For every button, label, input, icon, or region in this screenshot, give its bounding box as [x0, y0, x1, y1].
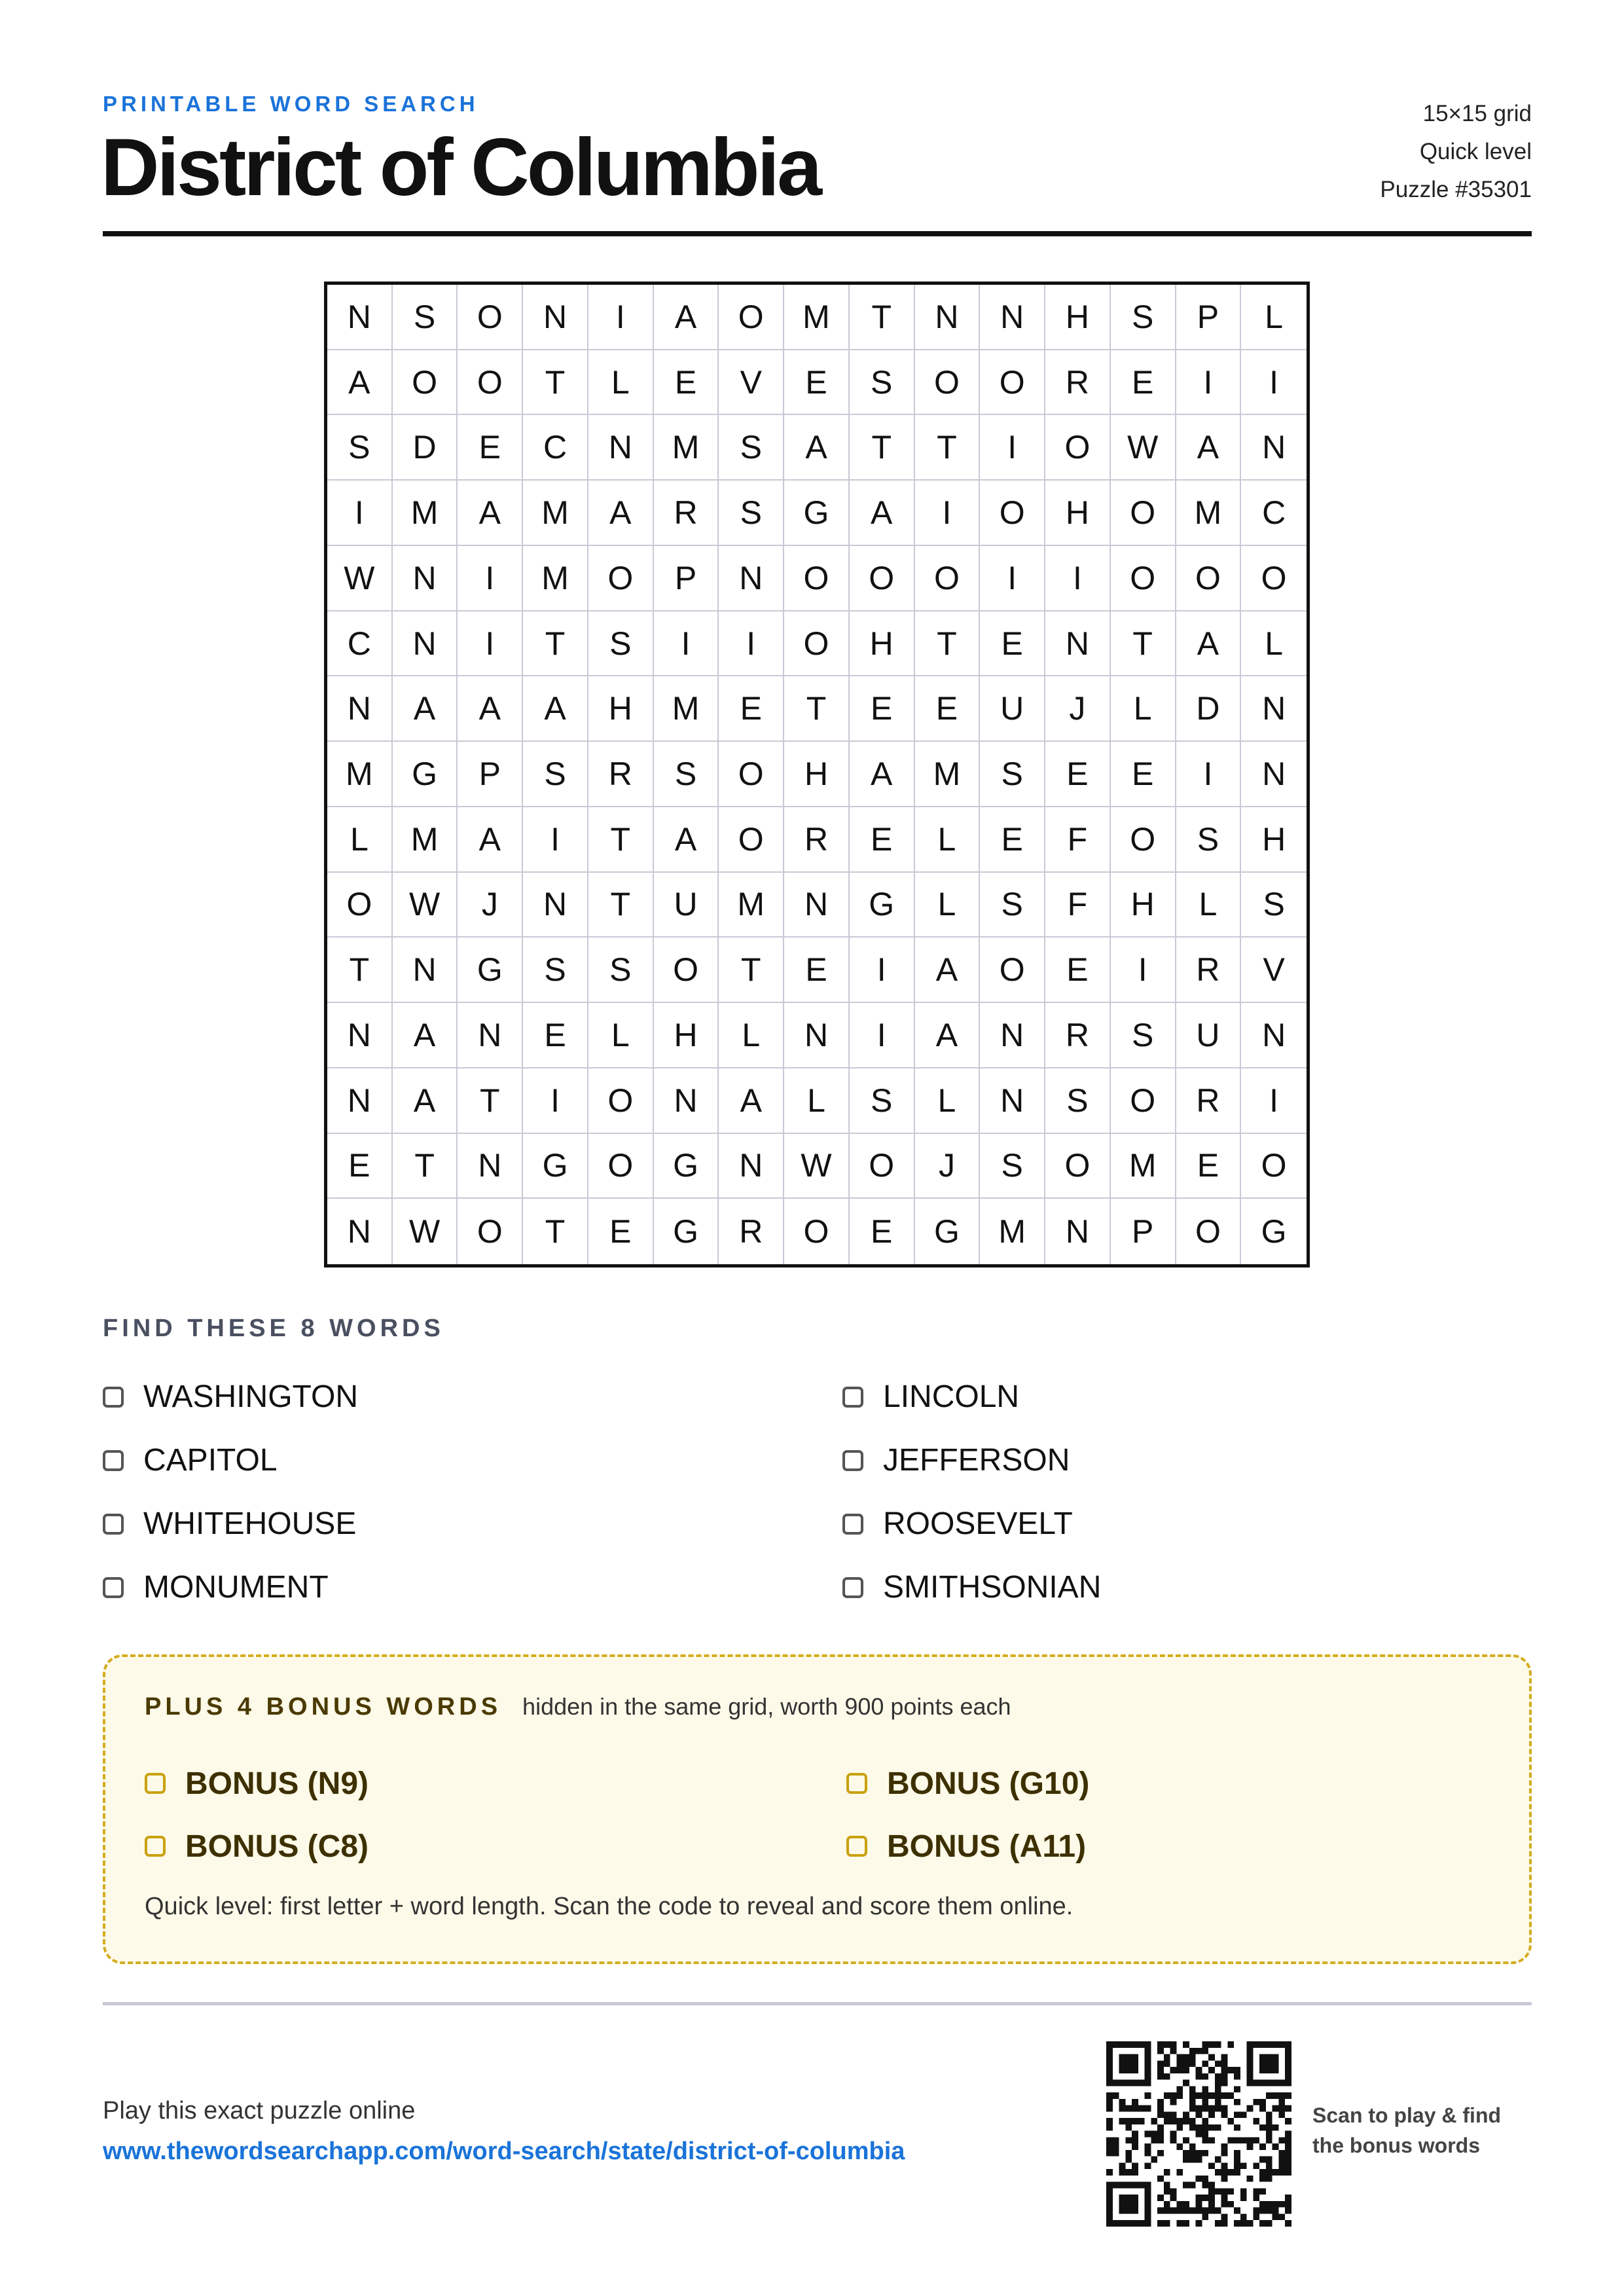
grid-cell[interactable]: S	[523, 742, 588, 807]
grid-cell[interactable]: P	[458, 742, 523, 807]
grid-cell[interactable]: O	[784, 546, 850, 611]
grid-cell[interactable]: M	[523, 546, 588, 611]
grid-cell[interactable]: E	[1045, 742, 1111, 807]
grid-cell[interactable]: S	[980, 742, 1045, 807]
grid-cell[interactable]: S	[393, 285, 458, 350]
word-label: CAPITOL	[143, 1443, 278, 1478]
checkbox-icon[interactable]	[842, 1450, 863, 1471]
bonus-word-item[interactable]	[145, 1752, 846, 1815]
grid-cell[interactable]: E	[850, 1199, 915, 1264]
grid-cell[interactable]: M	[1111, 1134, 1176, 1199]
grid-cell[interactable]: A	[784, 415, 850, 481]
grid-cell[interactable]: E	[1111, 742, 1176, 807]
bonus-box	[103, 1654, 1532, 1964]
grid-cell[interactable]: O	[1045, 415, 1111, 481]
grid-cell[interactable]: A	[654, 285, 719, 350]
word-item[interactable]	[103, 1365, 842, 1429]
word-item[interactable]	[842, 1429, 1532, 1492]
grid-cell[interactable]: A	[654, 807, 719, 873]
grid-cell[interactable]: N	[523, 873, 588, 938]
grid-cell[interactable]: M	[915, 742, 981, 807]
grid-cell[interactable]: P	[1176, 285, 1242, 350]
grid-cell[interactable]: E	[915, 676, 981, 742]
qr-code-icon[interactable]	[1106, 2041, 1291, 2227]
grid-cell[interactable]: O	[588, 546, 654, 611]
grid-cell[interactable]: E	[850, 676, 915, 742]
grid-cell[interactable]: P	[654, 546, 719, 611]
grid-cell[interactable]: A	[915, 938, 981, 1003]
grid-cell[interactable]: H	[1045, 285, 1111, 350]
grid-cell[interactable]: F	[1045, 807, 1111, 873]
grid-cell[interactable]: L	[915, 807, 981, 873]
checkbox-icon[interactable]	[842, 1577, 863, 1598]
bonus-word-label: BONUS (N9)	[185, 1766, 369, 1801]
eyebrow-label: PRINTABLE WORD SEARCH	[103, 92, 479, 116]
grid-cell[interactable]: I	[1241, 1068, 1307, 1134]
grid-cell[interactable]: G	[458, 938, 523, 1003]
bonus-word-list	[145, 1752, 1493, 1878]
checkbox-icon[interactable]	[842, 1514, 863, 1535]
level-label: Quick level	[1419, 139, 1532, 164]
grid-cell[interactable]: H	[784, 742, 850, 807]
grid-cell[interactable]: L	[588, 350, 654, 416]
grid-cell[interactable]: O	[1111, 1068, 1176, 1134]
grid-cell[interactable]: I	[980, 546, 1045, 611]
checkbox-icon[interactable]	[842, 1387, 863, 1408]
grid-cell[interactable]: T	[458, 1068, 523, 1134]
puzzle-meta	[1380, 95, 1532, 209]
grid-cell[interactable]: H	[1111, 873, 1176, 938]
word-label: JEFFERSON	[883, 1443, 1070, 1478]
grid-cell[interactable]: N	[1241, 1003, 1307, 1068]
grid-cell[interactable]: T	[1111, 611, 1176, 677]
grid-cell[interactable]: O	[1111, 481, 1176, 546]
grid-cell[interactable]: T	[719, 938, 784, 1003]
word-label: WASHINGTON	[143, 1379, 359, 1414]
checkbox-icon[interactable]	[846, 1836, 867, 1857]
grid-cell[interactable]: T	[523, 350, 588, 416]
grid-cell[interactable]: N	[327, 1003, 393, 1068]
grid-cell[interactable]: L	[1241, 611, 1307, 677]
grid-cell[interactable]: O	[784, 611, 850, 677]
grid-cell[interactable]: A	[850, 742, 915, 807]
grid-cell[interactable]: E	[1176, 1134, 1242, 1199]
grid-cell[interactable]: T	[915, 415, 981, 481]
grid-cell[interactable]: W	[327, 546, 393, 611]
grid-cell[interactable]: R	[588, 742, 654, 807]
grid-cell[interactable]: E	[719, 676, 784, 742]
grid-cell[interactable]: S	[654, 742, 719, 807]
grid-cell[interactable]: I	[1176, 742, 1242, 807]
grid-cell[interactable]: N	[458, 1003, 523, 1068]
word-list	[103, 1365, 1532, 1619]
grid-cell[interactable]: N	[1045, 611, 1111, 677]
grid-cell[interactable]: E	[784, 938, 850, 1003]
grid-cell[interactable]: A	[393, 676, 458, 742]
grid-cell[interactable]: M	[654, 415, 719, 481]
grid-cell[interactable]: N	[393, 938, 458, 1003]
grid-cell[interactable]: L	[327, 807, 393, 873]
grid-cell[interactable]: N	[654, 1068, 719, 1134]
word-item[interactable]	[103, 1429, 842, 1492]
word-item[interactable]	[842, 1556, 1532, 1619]
bonus-word-label: BONUS (G10)	[887, 1766, 1090, 1801]
word-label: SMITHSONIAN	[883, 1570, 1102, 1605]
grid-cell[interactable]: E	[850, 807, 915, 873]
grid-cell[interactable]: S	[1111, 285, 1176, 350]
grid-cell[interactable]: H	[1045, 481, 1111, 546]
puzzle-number-label: Puzzle #35301	[1380, 177, 1532, 202]
word-item[interactable]	[842, 1492, 1532, 1556]
grid-cell[interactable]: O	[850, 1134, 915, 1199]
grid-cell[interactable]: N	[327, 285, 393, 350]
grid-cell[interactable]: N	[327, 1199, 393, 1264]
grid-cell[interactable]: E	[458, 415, 523, 481]
bonus-word-label: BONUS (A11)	[887, 1829, 1087, 1864]
grid-cell[interactable]: P	[1111, 1199, 1176, 1264]
grid-cell[interactable]: G	[850, 873, 915, 938]
grid-cell[interactable]: G	[523, 1134, 588, 1199]
grid-cell[interactable]: F	[1045, 873, 1111, 938]
grid-cell[interactable]: E	[980, 611, 1045, 677]
grid-cell[interactable]: L	[588, 1003, 654, 1068]
grid-cell[interactable]: G	[654, 1134, 719, 1199]
grid-cell[interactable]: G	[393, 742, 458, 807]
puzzle-url-link[interactable]: www.thewordsearchapp.com/word-search/state/district-of-columbia	[103, 2138, 905, 2165]
grid-cell[interactable]: L	[915, 1068, 981, 1134]
grid-cell[interactable]: N	[393, 546, 458, 611]
grid-cell[interactable]: T	[523, 611, 588, 677]
grid-cell[interactable]: N	[588, 415, 654, 481]
grid-cell[interactable]: S	[327, 415, 393, 481]
play-online-label: Play this exact puzzle online	[103, 2097, 416, 2124]
grid-cell[interactable]: O	[588, 1068, 654, 1134]
grid-cell[interactable]: A	[915, 1003, 981, 1068]
grid-cell[interactable]: O	[784, 1199, 850, 1264]
grid-cell[interactable]: A	[393, 1003, 458, 1068]
checkbox-icon[interactable]	[103, 1577, 124, 1598]
grid-cell[interactable]: E	[327, 1134, 393, 1199]
grid-cell[interactable]: S	[1176, 807, 1242, 873]
grid-cell[interactable]: E	[1111, 350, 1176, 416]
grid-cell[interactable]: M	[1176, 481, 1242, 546]
grid-cell[interactable]: S	[980, 1134, 1045, 1199]
grid-cell[interactable]: O	[719, 285, 784, 350]
grid-cell[interactable]: N	[784, 1003, 850, 1068]
grid-cell[interactable]: O	[654, 938, 719, 1003]
grid-cell[interactable]: U	[654, 873, 719, 938]
grid-cell[interactable]: T	[850, 415, 915, 481]
grid-cell[interactable]: A	[588, 481, 654, 546]
grid-cell[interactable]: A	[327, 350, 393, 416]
word-label: MONUMENT	[143, 1570, 329, 1605]
qr-caption: Scan to play & find the bonus words	[1312, 2104, 1502, 2157]
grid-cell[interactable]: G	[784, 481, 850, 546]
grid-cell[interactable]: O	[458, 285, 523, 350]
grid-cell[interactable]: S	[850, 1068, 915, 1134]
grid-cell[interactable]: O	[393, 350, 458, 416]
grid-cell[interactable]: A	[719, 1068, 784, 1134]
word-label: LINCOLN	[883, 1379, 1020, 1414]
grid-cell[interactable]: E	[523, 1003, 588, 1068]
grid-cell[interactable]: O	[719, 742, 784, 807]
grid-cell[interactable]: N	[327, 1068, 393, 1134]
grid-cell[interactable]: C	[1241, 481, 1307, 546]
grid-cell[interactable]: A	[1176, 611, 1242, 677]
grid-cell[interactable]: T	[915, 611, 981, 677]
grid-cell[interactable]: I	[523, 1068, 588, 1134]
grid-cell[interactable]: H	[588, 676, 654, 742]
page-title: District of Columbia	[101, 122, 820, 213]
bonus-word-item[interactable]	[145, 1815, 846, 1878]
grid-cell[interactable]: A	[523, 676, 588, 742]
grid-cell[interactable]: S	[1045, 1068, 1111, 1134]
grid-cell[interactable]: H	[654, 1003, 719, 1068]
grid-cell[interactable]: I	[719, 611, 784, 677]
grid-cell[interactable]: E	[1045, 938, 1111, 1003]
checkbox-icon[interactable]	[145, 1836, 166, 1857]
grid-cell[interactable]: E	[588, 1199, 654, 1264]
grid-cell[interactable]: E	[654, 350, 719, 416]
grid-cell[interactable]: W	[393, 1199, 458, 1264]
grid-cell[interactable]: W	[393, 873, 458, 938]
grid-cell[interactable]: N	[1045, 1199, 1111, 1264]
grid-cell[interactable]: I	[654, 611, 719, 677]
grid-cell[interactable]: M	[719, 873, 784, 938]
grid-cell[interactable]: O	[1111, 546, 1176, 611]
grid-cell[interactable]: O	[1176, 546, 1242, 611]
grid-cell[interactable]: I	[850, 1003, 915, 1068]
grid-cell[interactable]: O	[588, 1134, 654, 1199]
grid-cell[interactable]: N	[458, 1134, 523, 1199]
grid-cell[interactable]: N	[393, 611, 458, 677]
grid-cell[interactable]: O	[458, 1199, 523, 1264]
checkbox-icon[interactable]	[103, 1514, 124, 1535]
word-label: WHITEHOUSE	[143, 1506, 357, 1541]
bonus-word-item[interactable]	[846, 1815, 1493, 1878]
grid-cell[interactable]: T	[588, 807, 654, 873]
grid-cell[interactable]: T	[850, 285, 915, 350]
grid-cell[interactable]: U	[1176, 1003, 1242, 1068]
bonus-title: PLUS 4 BONUS WORDS	[145, 1693, 502, 1721]
grid-cell[interactable]: A	[458, 676, 523, 742]
grid-cell[interactable]: N	[1241, 676, 1307, 742]
grid-cell[interactable]: M	[523, 481, 588, 546]
grid-cell[interactable]: O	[980, 350, 1045, 416]
grid-cell[interactable]: I	[458, 611, 523, 677]
word-item[interactable]	[103, 1556, 842, 1619]
grid-cell[interactable]: T	[393, 1134, 458, 1199]
grid-cell[interactable]: N	[980, 1003, 1045, 1068]
grid-cell[interactable]: D	[1176, 676, 1242, 742]
grid-cell[interactable]: M	[980, 1199, 1045, 1264]
grid-cell[interactable]: V	[719, 350, 784, 416]
grid-cell[interactable]: O	[1241, 1134, 1307, 1199]
grid-cell[interactable]: O	[1241, 546, 1307, 611]
grid-cell[interactable]: H	[850, 611, 915, 677]
grid-cell[interactable]: N	[327, 676, 393, 742]
grid-cell[interactable]: L	[915, 873, 981, 938]
grid-cell[interactable]: M	[327, 742, 393, 807]
bonus-subtitle: hidden in the same grid, worth 900 points each	[522, 1693, 1011, 1720]
grid-cell[interactable]: S	[588, 611, 654, 677]
grid-cell[interactable]: N	[719, 1134, 784, 1199]
word-list-heading: FIND THESE 8 WORDS	[103, 1315, 444, 1342]
letter-grid[interactable]	[324, 282, 1310, 1267]
grid-cell[interactable]: O	[980, 481, 1045, 546]
grid-cell[interactable]: I	[850, 938, 915, 1003]
grid-cell[interactable]: R	[654, 481, 719, 546]
grid-cell[interactable]: O	[458, 350, 523, 416]
grid-cell[interactable]: O	[915, 350, 981, 416]
grid-cell[interactable]: R	[1176, 1068, 1242, 1134]
grid-cell[interactable]: O	[915, 546, 981, 611]
bonus-header	[145, 1693, 1011, 1721]
grid-cell[interactable]: W	[1111, 415, 1176, 481]
grid-cell[interactable]: O	[719, 807, 784, 873]
bonus-note: Quick level: first letter + word length. Scan the code to reveal and score them online.	[145, 1893, 1074, 1920]
grid-cell[interactable]: C	[327, 611, 393, 677]
grid-cell[interactable]: O	[1111, 807, 1176, 873]
grid-cell[interactable]: S	[850, 350, 915, 416]
checkbox-icon[interactable]	[145, 1773, 166, 1794]
checkbox-icon[interactable]	[103, 1387, 124, 1408]
grid-cell[interactable]: A	[393, 1068, 458, 1134]
grid-cell[interactable]: A	[458, 807, 523, 873]
grid-cell[interactable]: I	[458, 546, 523, 611]
word-label: ROOSEVELT	[883, 1506, 1073, 1541]
grid-cell[interactable]: H	[1241, 807, 1307, 873]
grid-cell[interactable]: N	[784, 873, 850, 938]
grid-cell[interactable]: S	[980, 873, 1045, 938]
grid-cell[interactable]: I	[1045, 546, 1111, 611]
grid-cell[interactable]: M	[654, 676, 719, 742]
grid-cell[interactable]: I	[588, 285, 654, 350]
grid-cell[interactable]: A	[1176, 415, 1242, 481]
grid-cell[interactable]: S	[588, 938, 654, 1003]
word-item[interactable]	[103, 1492, 842, 1556]
bonus-word-label: BONUS (C8)	[185, 1829, 369, 1864]
grid-cell[interactable]: L	[1241, 285, 1307, 350]
grid-cell[interactable]: C	[523, 415, 588, 481]
grid-cell[interactable]: E	[784, 350, 850, 416]
grid-cell[interactable]: N	[523, 285, 588, 350]
grid-cell[interactable]: I	[327, 481, 393, 546]
grid-cell[interactable]: M	[393, 807, 458, 873]
grid-cell[interactable]: O	[1176, 1199, 1242, 1264]
grid-size-label: 15×15 grid	[1422, 101, 1532, 126]
grid-cell[interactable]: I	[915, 481, 981, 546]
grid-cell[interactable]: N	[915, 285, 981, 350]
grid-cell[interactable]: T	[327, 938, 393, 1003]
grid-cell[interactable]: L	[784, 1068, 850, 1134]
grid-cell[interactable]: L	[1176, 873, 1242, 938]
grid-cell[interactable]: U	[980, 676, 1045, 742]
grid-cell[interactable]: R	[1045, 350, 1111, 416]
grid-cell[interactable]: N	[980, 1068, 1045, 1134]
grid-cell[interactable]: N	[1241, 415, 1307, 481]
grid-cell[interactable]: L	[1111, 676, 1176, 742]
grid-cell[interactable]: A	[850, 481, 915, 546]
grid-cell[interactable]: R	[1176, 938, 1242, 1003]
footer-divider	[103, 2002, 1532, 2005]
grid-cell[interactable]: O	[850, 546, 915, 611]
grid-cell[interactable]: N	[1241, 742, 1307, 807]
word-item[interactable]	[842, 1365, 1532, 1429]
checkbox-icon[interactable]	[103, 1450, 124, 1471]
grid-cell[interactable]: T	[588, 873, 654, 938]
grid-cell[interactable]: L	[719, 1003, 784, 1068]
grid-cell[interactable]: S	[719, 481, 784, 546]
grid-cell[interactable]: J	[915, 1134, 981, 1199]
grid-cell[interactable]: I	[1241, 350, 1307, 416]
bonus-word-item[interactable]	[846, 1752, 1493, 1815]
grid-cell[interactable]: M	[784, 285, 850, 350]
grid-cell[interactable]: W	[784, 1134, 850, 1199]
grid-cell[interactable]: I	[523, 807, 588, 873]
grid-cell[interactable]: T	[523, 1199, 588, 1264]
grid-cell[interactable]: I	[1176, 350, 1242, 416]
grid-cell[interactable]: R	[784, 807, 850, 873]
grid-cell[interactable]: S	[1111, 1003, 1176, 1068]
grid-cell[interactable]: O	[327, 873, 393, 938]
checkbox-icon[interactable]	[846, 1773, 867, 1794]
grid-cell[interactable]: O	[980, 938, 1045, 1003]
grid-cell[interactable]: O	[1045, 1134, 1111, 1199]
grid-cell[interactable]: S	[719, 415, 784, 481]
grid-cell[interactable]: J	[1045, 676, 1111, 742]
grid-cell[interactable]: S	[1241, 873, 1307, 938]
grid-cell[interactable]: N	[719, 546, 784, 611]
grid-cell[interactable]: I	[1111, 938, 1176, 1003]
grid-cell[interactable]: D	[393, 415, 458, 481]
grid-cell[interactable]: G	[1261, 1213, 1287, 1250]
grid-cell[interactable]: G	[915, 1199, 981, 1264]
grid-cell[interactable]: T	[784, 676, 850, 742]
grid-cell[interactable]: A	[458, 481, 523, 546]
grid-cell[interactable]: R	[1045, 1003, 1111, 1068]
grid-cell[interactable]: R	[719, 1199, 784, 1264]
grid-cell[interactable]: E	[980, 807, 1045, 873]
grid-cell[interactable]: S	[523, 938, 588, 1003]
grid-cell[interactable]: G	[654, 1199, 719, 1264]
grid-cell[interactable]: J	[458, 873, 523, 938]
grid-cell[interactable]: N	[980, 285, 1045, 350]
grid-cell[interactable]: I	[980, 415, 1045, 481]
grid-cell[interactable]: V	[1241, 938, 1307, 1003]
grid-cell[interactable]: M	[393, 481, 458, 546]
header-divider	[103, 231, 1532, 236]
